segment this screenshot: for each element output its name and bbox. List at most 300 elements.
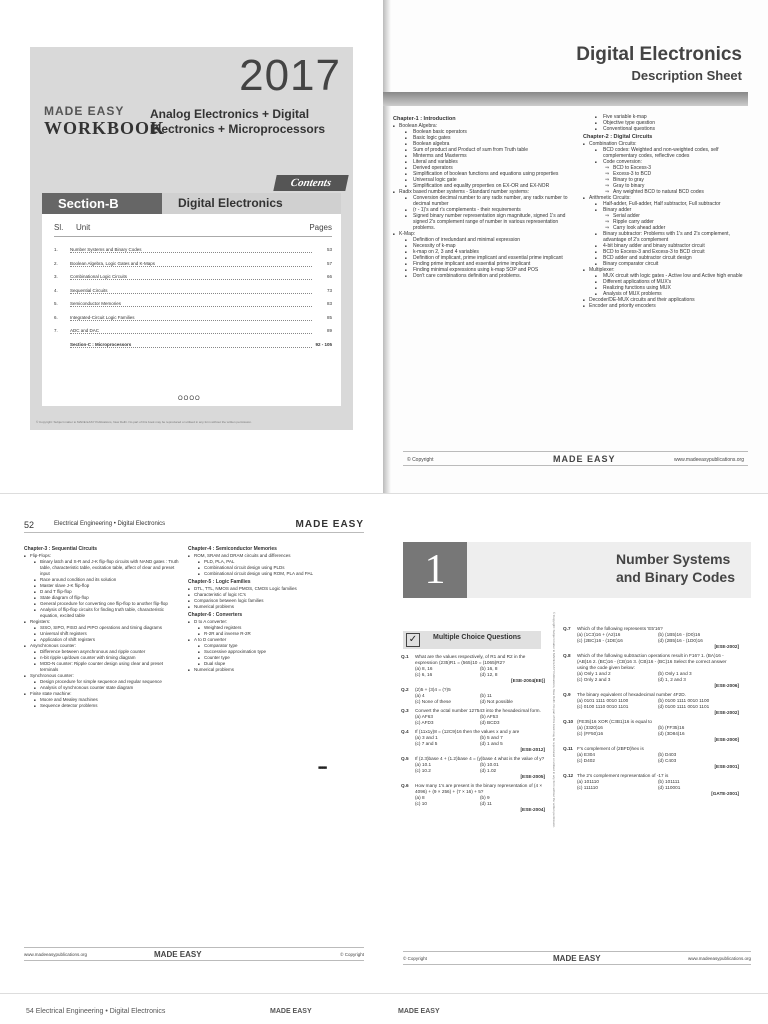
toc-leader — [70, 293, 312, 294]
toc-title: Boolean Algebra, Logic Gates and K-Maps — [70, 260, 156, 266]
list-item: ■ 4-bit binary adder and binary subtractor circuit — [583, 243, 753, 249]
option: (c) AFD3 — [415, 720, 434, 725]
exam-source: [ESE-2000] — [714, 737, 739, 742]
option: (a) 0101 1111 0010 1100 — [577, 698, 629, 703]
chapter-number: 1 — [403, 542, 467, 598]
question-options — [401, 693, 545, 705]
section-bar — [42, 193, 341, 214]
question-text: Which of the following subtraction operations result in F16? 1. (BA)16 - (AB)16 2. (BC)16 - (CB)16 3. (CB)16 - (BC)16 Select the correct answer using the code given below: — [577, 653, 727, 670]
list-item: ■ Counter type — [188, 655, 358, 661]
list-item: ■ Radix based number systems - Standard number systems: — [393, 189, 577, 195]
option: (a) 4 — [415, 693, 425, 698]
toc-pages: 53 — [326, 247, 332, 252]
footer-copyright: © Copyright — [340, 952, 364, 957]
question-options — [563, 671, 739, 683]
list-item: ■ PLD, PLA, PAL — [188, 559, 358, 565]
question-options — [401, 795, 545, 807]
chapters-column-left — [24, 544, 182, 709]
toc-number: 5. — [54, 301, 58, 306]
checkbox-icon: ✓ — [406, 633, 420, 647]
question-options — [401, 666, 545, 678]
list-item: ■ Flip-Flops: — [24, 553, 182, 559]
list-item: ■ Weighted registers — [188, 625, 358, 631]
list-item: ■ Combination Circuits: — [583, 141, 753, 147]
question-number: Q.4 — [401, 729, 409, 734]
exam-source: [ESE-2004] — [520, 807, 545, 812]
list-item: ⇒ Ripple carry adder — [583, 219, 753, 225]
toc-number: 4. — [54, 287, 58, 293]
option: (d) 0100 1111 0010 1101 — [658, 704, 710, 709]
end-mark: ■■■■ — [318, 765, 327, 771]
question — [563, 746, 739, 770]
decorative-circles: OOOO — [178, 396, 201, 402]
toc-leader — [70, 306, 312, 307]
list-item: ⇒ Carry look ahead adder — [583, 225, 753, 231]
list-item: ⇒ Any weighted BCD to natural BCD codes — [583, 189, 753, 195]
questions-left — [401, 654, 545, 816]
toc-list — [54, 243, 332, 351]
toc-title: Semiconductor Memories — [70, 301, 122, 306]
toc-leader — [70, 320, 312, 321]
header-brand: MADE EASY — [295, 519, 364, 530]
list-item: ■ BCD to Excess-3 and Excess-3 to BCD circuit — [583, 249, 753, 255]
option: (d) C403 — [658, 758, 677, 763]
list-item: ■ Definition of implicant, prime implicant and essential prime implicant — [393, 255, 577, 261]
toc-pages: 83 — [326, 301, 332, 306]
question-options — [563, 752, 739, 764]
toc-leader — [70, 252, 312, 253]
toc-row — [54, 311, 332, 325]
list-item: ■ Binary comparator circuit — [583, 261, 753, 267]
toc-pages: 66 — [326, 274, 332, 279]
list-item: ■ Universal shift registers — [24, 631, 182, 637]
list-item: ■ Application of shift registers — [24, 637, 182, 643]
description-page — [383, 0, 768, 493]
list-item: ■ Basic logic gates — [393, 135, 577, 141]
option: (d) 11 — [480, 801, 492, 806]
option: (d) (3D84)16 — [658, 731, 685, 736]
list-item: ■ Five variable k-map — [583, 114, 753, 120]
list-item: ■ Numerical problems — [188, 604, 358, 610]
list-item: ■ Combinational circuit design using PLDs — [188, 565, 358, 571]
question-options — [563, 632, 739, 644]
list-item: ■ SISO, SIPO, PISO and PIPO operations and timing diagrams — [24, 625, 182, 631]
option: (d) 1, 2 and 3 — [658, 677, 686, 682]
option: (a) 8, 16 — [415, 666, 433, 671]
toc-row — [54, 338, 332, 352]
option: (a) E304 — [577, 752, 595, 757]
toc-pages: 57 — [326, 260, 332, 266]
next-pages-strip — [0, 993, 768, 1024]
option: (b) 11 — [480, 693, 492, 698]
cover-subtitle: Analog Electronics + Digital Electronics + Microprocessors — [150, 107, 326, 136]
list-item: ■ Design procedure for simple sequence and regular sequence — [24, 679, 182, 685]
side-copyright — [549, 612, 557, 946]
footer-url: www.madeeasypublications.org — [687, 956, 751, 961]
next-page-brand-left: MADE EASY — [270, 1008, 312, 1015]
question-number: Q.11 — [563, 746, 573, 751]
list-item: ■ MOD-N counter: Ripple counter design using clear and preset terminals — [24, 661, 182, 673]
toc-pages: 92 - 105 — [315, 341, 332, 347]
exam-source: [GATE-2001] — [711, 791, 739, 796]
option: (d) Not possible — [480, 699, 513, 704]
list-item: ⇒ Excess-3 to BCD — [583, 171, 753, 177]
question — [563, 773, 739, 797]
question — [401, 783, 545, 813]
list-item: ■ Boolean basic operators — [393, 129, 577, 135]
footer-copyright: © Copyright — [403, 956, 427, 961]
list-item: ■ Binary latch and S-R and J-K flip-flop circuits with NAND gates : Truth table, characteristic table, excitation table, affect of clear and preset input — [24, 559, 182, 577]
toc-pages: 85 — [326, 314, 332, 320]
option: (d) 12, 8 — [480, 672, 498, 677]
chapter-title — [616, 550, 735, 586]
list-item: ■ A to D converter — [188, 637, 358, 643]
toc-number: 1. — [54, 247, 58, 252]
footer-brand: MADE EASY — [154, 950, 202, 959]
list-item: ■ Boolean algebra — [393, 141, 577, 147]
contents-panel — [42, 193, 341, 406]
toc-row — [54, 243, 332, 257]
next-page-brand-right: MADE EASY — [398, 1008, 440, 1015]
list-item: ■ n-bit ripple up/down counter with timing diagram — [24, 655, 182, 661]
questions-right — [563, 626, 739, 800]
question — [401, 708, 545, 726]
question-options — [563, 698, 739, 710]
question — [563, 626, 739, 650]
list-item: ■ Binary subtractor: Problems with 1's and 2's complement, advantage of 2's complement — [583, 231, 753, 243]
exam-source: [ESE-2012] — [520, 747, 545, 752]
list-item: ■ Master slave J-K flip-flop — [24, 583, 182, 589]
footer-copyright: © Copyright — [407, 457, 434, 463]
list-item: ■ R-2R and inverse R-2R — [188, 631, 358, 637]
list-item: ■ Necessity of k-map — [393, 243, 577, 249]
list-item: ■ Finite state machine: — [24, 691, 182, 697]
list-item: ■ General procedure for converting one flip-flop to another flip-flop — [24, 601, 182, 607]
list-item: ■ Conventional questions — [583, 126, 753, 132]
option: (d) BCD3 — [480, 720, 500, 725]
toc-title: Integrated-Circuit Logic Families — [70, 314, 135, 320]
option: (d) 1 and 5 — [480, 741, 503, 746]
list-item: ■ Finding prime implicant and essential prime implicant — [393, 261, 577, 267]
brand-line-2: WORKBOOK — [44, 118, 166, 138]
question — [563, 653, 739, 689]
question-text: (FE35)16 XOR (C3B1)16 is equal to — [577, 719, 653, 724]
toc-number: 3. — [54, 274, 58, 279]
option: (b) 16, 8 — [480, 666, 498, 671]
list-item: ■ Definition of irredundant and minimal expression — [393, 237, 577, 243]
option: (b) Only 1 and 3 — [658, 671, 692, 676]
list-item: ■ Half-adder, Full-adder, Half subtractor, Full subtractor — [583, 201, 753, 207]
toc-title: Section-C : Microprocessors — [70, 341, 132, 347]
list-item: ■ Finding minimal expressions using k-map SOP and POS — [393, 267, 577, 273]
exam-source: [ESE-2002] — [714, 710, 739, 715]
list-item: ■ k-map on 2, 3 and 4 variables — [393, 249, 577, 255]
chapter-banner — [403, 542, 751, 598]
footer-url: www.madeeasypublications.org — [24, 952, 88, 957]
list-item: ■ Combinational circuit design using ROM, PLA and PAL — [188, 571, 358, 577]
list-item: ■ Numerical problems — [188, 667, 358, 673]
option: (c) 10.2 — [415, 768, 431, 773]
section-title: Digital Electronics — [178, 196, 283, 210]
question-number: Q.12 — [563, 773, 574, 778]
toc-row — [54, 324, 332, 338]
option: (c) 111110 — [577, 785, 599, 790]
desc-column-right — [583, 114, 753, 309]
chapter-heading: Chapter-4 : Semiconductor Memories — [188, 546, 277, 552]
option: (b) D403 — [658, 752, 677, 757]
chapter-heading: Chapter-5 : Logic Families — [188, 579, 251, 585]
desc-title: Digital Electronics — [576, 44, 742, 65]
toc-row — [54, 257, 332, 271]
list-item: ■ Race around condition and its solution — [24, 577, 182, 583]
side-copyright-text: © Copyright: Subject matter to MADE EASY Publications, New Delhi. No part of this book may be reproduced or utilised in any form without the written permission. — [552, 612, 556, 828]
list-item: ■ Decoder/DE-MUX circuits and their applications — [583, 297, 753, 303]
list-item: ■ Comparison between logic families — [188, 598, 358, 604]
list-item: ■ Universal logic gate — [393, 177, 577, 183]
toc-row — [54, 284, 332, 298]
list-item: ■ Moore and Mealey machines — [24, 697, 182, 703]
list-item: ■ Characteristic of logic IC's — [188, 592, 358, 598]
list-item: ■ Registers: — [24, 619, 182, 625]
toc-header — [54, 223, 332, 237]
chapter-heading: Chapter-6 : Converters — [188, 612, 243, 618]
option: (a) (3320)16 — [577, 725, 603, 730]
chapter-title-line-2: and Binary Codes — [615, 569, 735, 585]
option: (b) 101111 — [658, 779, 680, 784]
option: (c) D402 — [577, 758, 595, 763]
page-gutter-shadow — [383, 0, 391, 493]
list-item: ■ State diagram of flip-flop — [24, 595, 182, 601]
exam-source: [ESE-2006] — [714, 683, 739, 688]
list-item: ■ Conversion decimal number to any radix number, any radix number to decimal number — [393, 195, 577, 207]
footer-brand: MADE EASY — [553, 454, 616, 464]
question-text: The 2's complement representation of -17 is — [577, 773, 669, 778]
option: (c) 10 — [415, 801, 427, 806]
toc-title: Number Systems and Binary Codes — [70, 247, 142, 252]
question-number: Q.1 — [401, 654, 409, 659]
question — [563, 719, 739, 743]
chapter-title-line-1: Number Systems — [615, 551, 731, 567]
toc-col-sl: Sl. — [54, 223, 64, 232]
page-footer — [24, 947, 364, 961]
option: (c) (FF50)16 — [577, 731, 604, 736]
footer-brand: MADE EASY — [553, 954, 601, 963]
exam-source: [ESE-2001] — [714, 764, 739, 769]
list-item: ■ Simplification of boolean functions and equations using properties — [393, 171, 577, 177]
question-number: Q.3 — [401, 708, 409, 713]
list-item: ■ D to A converter: — [188, 619, 358, 625]
list-item: ■ Multiplexer: — [583, 267, 753, 273]
option: (a) (1C3)16 + (A2)16 — [577, 632, 621, 637]
option: (b) 0100 1111 0010 1100 — [658, 698, 710, 703]
brand-line-1: MADE EASY — [44, 104, 125, 118]
mcq-heading — [403, 631, 541, 649]
chapter-heading: Chapter-2 : Digital Circuits — [583, 134, 653, 140]
desc-subtitle: Description Sheet — [631, 68, 742, 83]
question — [563, 692, 739, 716]
question — [401, 687, 545, 705]
toc-pages: 73 — [326, 287, 332, 293]
list-item: ■ Different applications of MUX's — [583, 279, 753, 285]
list-item: ■ Difference between asynchronous and ripple counter — [24, 649, 182, 655]
question-number: Q.2 — [401, 687, 409, 692]
question — [401, 756, 545, 780]
list-item: ■ Asynchronous counter: — [24, 643, 182, 649]
question-text: What are the values respectively, of R1 and R2 in the expression (235)R1 = (565)10 = (1065)R2? — [415, 654, 526, 665]
desc-column-left — [393, 114, 577, 279]
question-number: Q.7 — [563, 626, 571, 631]
option: (b) 5 and 7 — [480, 735, 503, 740]
toc-title: ADC and DAC — [70, 328, 100, 333]
question-number: Q.8 — [563, 653, 571, 658]
option: (c) Only 2 and 3 — [577, 677, 611, 682]
list-item: ⇒ Gray to binary — [583, 183, 753, 189]
question-text: (2)5 + (3)4 = (?)5 — [415, 687, 451, 692]
list-item: ■ Signed binary number representation sign magnitude, signed 1's and signed 2's complement range of number in various representation problems. — [393, 213, 577, 231]
list-item: ■ Analysis of synchronous counter state diagram — [24, 685, 182, 691]
list-item: ■ Derived operators — [393, 165, 577, 171]
exam-source: [ESE-2002] — [714, 644, 739, 649]
list-item: ■ Literal and variables — [393, 159, 577, 165]
option: (d) 1.02 — [480, 768, 497, 773]
list-item: ■ Dual slope — [188, 661, 358, 667]
list-item: ■ Arithmetic Circuits: — [583, 195, 753, 201]
list-item: ■ Analysis of flip-flop circuits for finding truth table, characteristic equation, excited table — [24, 607, 182, 619]
question-number: Q.9 — [563, 692, 571, 697]
section-label: Section-B — [42, 193, 162, 214]
running-header: Electrical Engineering • Digital Electronics — [54, 521, 166, 527]
option: (c) 7 and 5 — [415, 741, 438, 746]
option: (b) (FF35)16 — [658, 725, 685, 730]
toc-col-pages: Pages — [309, 223, 332, 232]
footer-url: www.madeeasypublications.org — [673, 457, 744, 463]
list-item: ■ D and T flip-flop — [24, 589, 182, 595]
option: (a) 8 — [415, 795, 425, 800]
list-item: ⇒ Serial adder — [583, 213, 753, 219]
list-item: ■ BCD codes: Weighted and non-weighted codes, self complementary codes, reflective codes — [583, 147, 753, 159]
list-item: ■ Simplification and equality properties on EX-OR and EX-NOR — [393, 183, 577, 189]
page-number: 52 — [24, 520, 35, 530]
option: (a) 101110 — [577, 779, 599, 784]
option: (a) AF63 — [415, 714, 433, 719]
list-item: ■ Successive approximation type — [188, 649, 358, 655]
contents-tag: Contents — [273, 175, 348, 191]
exam-source: [ESE-2004(EE)] — [511, 678, 545, 683]
chapters-page — [0, 493, 383, 993]
list-item: ■ (r - 1)'s and r's complements - their requirements — [393, 207, 577, 213]
toc-row — [54, 270, 332, 284]
option: (b) 9 — [480, 795, 490, 800]
option: (a) 3 and 1 — [415, 735, 438, 740]
chapter-heading: Chapter-3 : Sequential Circuits — [24, 546, 98, 552]
mcq-label: Multiple Choice Questions — [433, 634, 521, 641]
question-text: Which of the following represents 'E5'16? — [577, 626, 663, 631]
chapters-column-right — [188, 544, 358, 673]
toc-pages: 89 — [326, 328, 332, 333]
cover-frame — [30, 47, 353, 430]
workbook-logo — [44, 104, 166, 140]
question-options — [401, 762, 545, 774]
question-text: If (2.3)base 4 + (1.2)base 4 = (y)base 4 what is the value of y? — [415, 756, 545, 761]
list-item: ■ Code conversion: — [583, 159, 753, 165]
toc-number: 6. — [54, 314, 58, 320]
list-item: ■ Objective type question — [583, 120, 753, 126]
toc-title: Sequential Circuits — [70, 287, 108, 293]
list-item: ■ Synchronous counter: — [24, 673, 182, 679]
list-item: ■ Sequence detector problems — [24, 703, 182, 709]
list-item: ■ Analysis of MUX problems — [583, 291, 753, 297]
option: (a) Only 1 and 2 — [577, 671, 611, 676]
desc-header-rule — [383, 92, 748, 106]
question-number: Q.5 — [401, 756, 409, 761]
list-item: ■ Binary adder — [583, 207, 753, 213]
toc-number: 2. — [54, 260, 58, 266]
question-options — [563, 779, 739, 791]
question-text: Convert the octal number 127543 into the hexadecimal form. — [415, 708, 541, 713]
question-text: How many 1's are present in the binary representation of (4 × 4096) + (9 × 256) + (7 × 16) + 5? — [415, 783, 543, 794]
toc-title: Combinational Logic Circuits — [70, 274, 128, 279]
toc-leader — [70, 266, 312, 267]
option: (a) 10.1 — [415, 762, 432, 767]
list-item: ■ K-Map: — [393, 231, 577, 237]
option: (c) None of these — [415, 699, 451, 704]
option: (d) (2B5)16 - (1D0)16 — [658, 638, 703, 643]
toc-col-unit: Unit — [76, 223, 91, 232]
list-item: ■ Boolean Algebra: — [393, 123, 577, 129]
cover-page — [0, 0, 383, 493]
option: (b) 10.01 — [480, 762, 499, 767]
toc-number: 7. — [54, 328, 58, 333]
list-item: ■ ROM, SRAM and DRAM circuits and differences — [188, 553, 358, 559]
question-text: If (11x1y)8 = (12C9)16 then the values x and y are — [415, 729, 520, 734]
cover-year: 2017 — [239, 51, 341, 100]
list-item: ⇒ BCD to Excess-3 — [583, 165, 753, 171]
question-number: Q.10 — [563, 719, 574, 724]
question-options — [401, 714, 545, 726]
question-number: Q.6 — [401, 783, 409, 788]
question — [401, 729, 545, 753]
chapter-heading: Chapter-1 : Introduction — [393, 116, 456, 122]
next-page-header: 54 Electrical Engineering • Digital Electronics — [26, 1008, 166, 1015]
list-item: ■ DTL, TTL, NMOS and PMOS, CMOS Logic families — [188, 586, 358, 592]
toc-row — [54, 297, 332, 311]
question — [401, 654, 545, 684]
list-item: ■ Comparator type — [188, 643, 358, 649]
option: (d) 110001 — [658, 785, 681, 790]
question-options — [401, 735, 545, 747]
option: (b) AF53 — [480, 714, 498, 719]
chapter-one-page — [383, 493, 768, 993]
list-item: ■ Sum of product and Product of sum from Truth table — [393, 147, 577, 153]
cover-copyright: © Copyright: Subject matter to MADE EASY Publications, New Delhi. No part of this book may be reproduced or utilised in any form without the written permission. — [36, 420, 252, 424]
page-header — [24, 519, 364, 533]
option: (c) 0100 1110 0010 1101 — [577, 704, 629, 709]
option: (c) (2BC)16 - (1DE)16 — [577, 638, 623, 643]
question-options — [563, 725, 739, 737]
exam-source: [ESE-2005] — [520, 774, 545, 779]
list-item: ■ BCD adder and subtractor circuit design — [583, 255, 753, 261]
question-text: F's complement of (2BFD)hex is — [577, 746, 644, 751]
list-item: ■ Realizing functions using MUX — [583, 285, 753, 291]
option: (b) (1B5)16 - (D0)16 — [658, 632, 701, 637]
question-text: The binary equivalent of hexadecimal number 4F2D. — [577, 692, 686, 697]
list-item: ■ Minterms and Maxterms — [393, 153, 577, 159]
list-item: ■ MUX circuit with logic gates - Active low and Active high enable — [583, 273, 753, 279]
option: (c) 6, 16 — [415, 672, 433, 677]
toc-leader — [70, 347, 312, 348]
list-item: ■ Don't care combinations definition and problems. — [393, 273, 577, 279]
toc-leader — [70, 333, 312, 334]
